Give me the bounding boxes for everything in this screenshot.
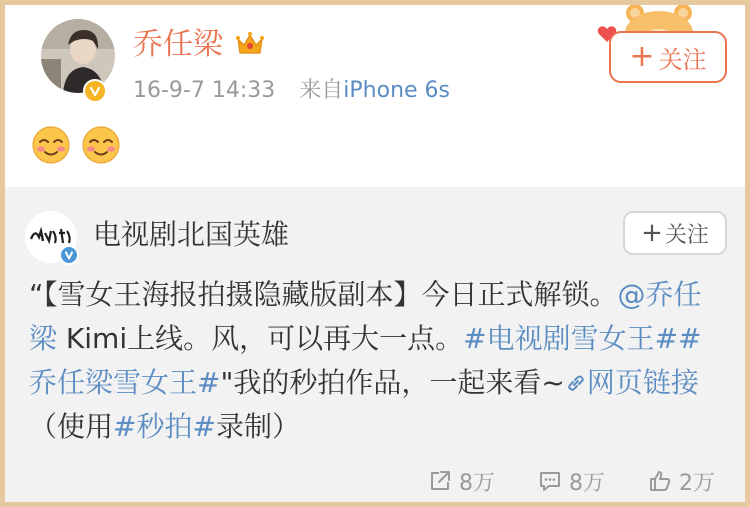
retweet-body: Kimi上线。风，可以再大一点。	[57, 322, 464, 355]
user-avatar[interactable]	[41, 19, 115, 93]
comment-button[interactable]	[537, 463, 605, 499]
blush-emoji-icon	[81, 125, 121, 165]
retweet-title: 【雪女王海报拍摄隐藏版副本】今日正式解锁。	[43, 278, 618, 311]
retweet-action-bar	[5, 463, 745, 499]
paren-open: （使用	[29, 410, 114, 443]
retweet-follow-button[interactable]	[623, 211, 727, 255]
web-link[interactable]: 网页链接	[586, 366, 699, 399]
follow-label: 关注	[658, 45, 707, 74]
like-button[interactable]	[647, 463, 715, 499]
source-device[interactable]: iPhone 6s	[343, 78, 450, 103]
source-prefix: 来自	[299, 78, 344, 103]
post-meta	[133, 77, 450, 105]
follow-button[interactable]	[609, 31, 727, 83]
repost-button[interactable]	[427, 463, 495, 499]
topic-link[interactable]: #电视剧雪女王#	[463, 322, 679, 355]
user-name[interactable]: 乔任梁	[133, 27, 223, 62]
verified-badge-icon	[83, 79, 107, 103]
retweet-follow-label: 关注	[664, 222, 709, 248]
comment-count: 8万	[569, 470, 605, 496]
retweet-body-tail: "我的秒拍作品，一起来看~	[220, 366, 565, 399]
retweet-text	[29, 273, 729, 449]
retweet-card[interactable]	[5, 187, 745, 507]
like-count: 2万	[679, 470, 715, 496]
topic-link[interactable]: #秒拍#	[113, 410, 216, 443]
repost-count: 8万	[459, 470, 495, 496]
blush-emoji-icon	[31, 125, 71, 165]
repost-icon	[427, 468, 453, 494]
retweet-user-name[interactable]: 电视剧北国英雄	[93, 218, 290, 251]
comment-icon	[537, 468, 563, 494]
paren-close: 录制）	[215, 410, 300, 443]
post-emoji-row	[31, 125, 121, 165]
plus-icon: +	[641, 218, 663, 248]
plus-icon: +	[629, 39, 655, 74]
open-quote: “	[29, 278, 44, 311]
blue-verified-icon	[59, 245, 79, 265]
crown-icon	[235, 31, 265, 57]
thumbs-up-icon	[647, 468, 673, 494]
mention-link[interactable]: @乔任梁	[29, 278, 702, 355]
post-card	[5, 5, 745, 185]
link-icon	[565, 363, 587, 385]
post-timestamp: 16-9-7 14:33	[133, 78, 276, 103]
topic-link[interactable]: #乔任梁雪女王#	[29, 322, 702, 399]
